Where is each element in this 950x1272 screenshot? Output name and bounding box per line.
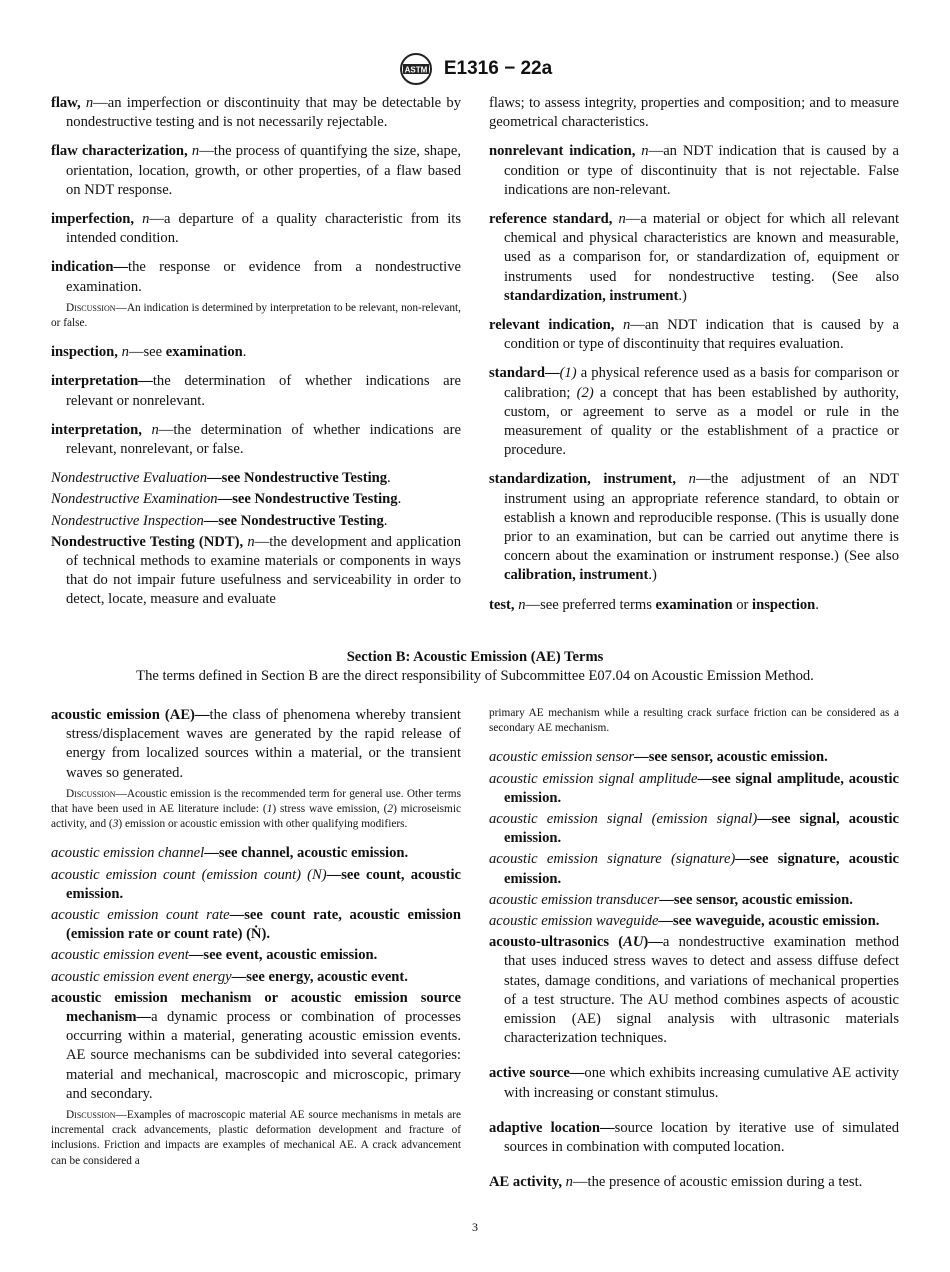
- term-adaptive-location: adaptive location—source location by iterative use of simulated sources in combination with computed location.: [489, 1119, 899, 1156]
- astm-logo-icon: [398, 52, 434, 86]
- discussion-ae-mechanism-continued: primary AE mechanism while a resulting crack surface friction can be considered as a secondary AE mechanism.: [489, 707, 899, 735]
- term-standard: standard—(1) a physical reference used as a basis for comparison or calibration; (2) a concept that has been established by authority, custom, or agreement to serve as a model or rule in the measurement of quality or the establishment of a practice or procedure.: [489, 365, 899, 459]
- top-left-column: [51, 94, 461, 620]
- term-ae-event-energy: acoustic emission event energy—see energy, acoustic event.: [51, 968, 408, 985]
- term-inspection: inspection, n—see examination.: [51, 344, 247, 361]
- term-relevant-indication: relevant indication, n—an NDT indication that is caused by a condition or type of discontinuity that requires evaluation.: [489, 317, 899, 353]
- section-subtitle: The terms defined in Section B are the direct responsibility of Subcommittee E07.04 on Acoustic Emission Method.: [136, 668, 814, 685]
- term-ae-channel: acoustic emission channel—see channel, acoustic emission.: [51, 845, 409, 862]
- term-test: test, n—see preferred terms examination or inspection.: [489, 596, 819, 613]
- term-nondestructive-testing-continued: flaws; to assess integrity, properties and composition; and to measure geometrical characteristics.: [489, 95, 899, 131]
- term-ae-transducer: acoustic emission transducer—see sensor, acoustic emission.: [489, 891, 853, 908]
- term-ae-sensor: acoustic emission sensor—see sensor, acoustic emission.: [489, 749, 828, 766]
- term-interpretation-1: interpretation—the determination of whether indications are relevant or nonrelevant.: [51, 373, 461, 409]
- bottom-left-column: [51, 706, 461, 1181]
- term-nondestructive-inspection: Nondestructive Inspection—see Nondestructive Testing.: [51, 512, 388, 529]
- term-ae-mechanism: acoustic emission mechanism or acoustic emission source mechanism—a dynamic process or combination of processes occurring within a material, generating acoustic emission events. AE source mechanisms can be subdivided into several categories: material and mechanical, macroscopic and microscopic, primary and secondary.: [51, 989, 461, 1102]
- section-b-heading: [40, 648, 910, 686]
- term-ae-count-rate: acoustic emission count rate—see count rate, acoustic emission (emission rate or count rate) (Ṅ).: [51, 907, 461, 943]
- term-nondestructive-testing: Nondestructive Testing (NDT), n—the development and application of technical methods to examine materials or components in ways that do not impair future usefulness and serviceability in order to detect, locate, measure and evaluate: [51, 533, 462, 608]
- svg-text:ASTM: ASTM: [404, 65, 428, 75]
- term-indication: indication—the response or evidence from a nondestructive examination.: [51, 259, 461, 295]
- term-nondestructive-examination: Nondestructive Examination—see Nondestructive Testing.: [51, 491, 402, 508]
- top-right-column: [489, 94, 899, 625]
- term-acoustic-emission: acoustic emission (AE)—the class of phenomena whereby transient stress/displacement waves are generated by the rapid release of energy from localized sources within a material, or the transient waves so generated.: [51, 707, 461, 781]
- term-ae-signal: acoustic emission signal (emission signal)—see signal, acoustic emission.: [489, 811, 899, 847]
- term-imperfection: imperfection, n—a departure of a quality characteristic from its intended condition.: [51, 211, 461, 247]
- discussion-indication: Discussion—An indication is determined by interpretation to be relevant, non-relevant, or false.: [51, 301, 461, 330]
- term-flaw: flaw, n—an imperfection or discontinuity that may be detectable by nondestructive testing and is not necessarily rejectable.: [51, 95, 461, 131]
- term-ae-count: acoustic emission count (emission count) (N)—see count, acoustic emission.: [51, 866, 461, 902]
- term-interpretation-2: interpretation, n—the determination of whether indications are relevant, nonrelevant, or false.: [51, 421, 461, 458]
- term-ae-waveguide: acoustic emission waveguide—see waveguide, acoustic emission.: [489, 913, 880, 930]
- term-standardization-instrument: standardization, instrument, n—the adjustment of an NDT instrument using an appropriate reference standard, to obtain or establish a known and reproducible response. (This is usually done prior to an examination, but can be carried out anytime there is concern about the examination or instrument response.) (See also calibration, instrument.): [489, 471, 900, 584]
- term-ae-activity: AE activity, n—the presence of acoustic emission during a test.: [489, 1174, 863, 1191]
- term-nonrelevant-indication: nonrelevant indication, n—an NDT indication that is caused by a condition or type of discontinuity that is not rejectable. False indications are non-relevant.: [489, 143, 899, 198]
- discussion-acoustic-emission: Discussion—Acoustic emission is the recommended term for general use. Other terms that have been used in AE literature include: (1) stress wave emission, (2) microseismic activity, and (3) emission or acoustic emission with other qualifying modifiers.: [51, 787, 461, 831]
- term-active-source: active source—one which exhibits increasing cumulative AE activity with increasing or constant stimulus.: [489, 1065, 899, 1101]
- term-nondestructive-evaluation: Nondestructive Evaluation—see Nondestructive Testing.: [51, 470, 391, 487]
- term-acousto-ultrasonics: acousto-ultrasonics (AU)—a nondestructive examination method that uses induced stress waves to detect and assess diffuse defect states, damage conditions, and variations of mechanical properties of a test structure. The AU method combines aspects of acoustic emission (AE) signal analysis with ultrasonic materials characterization techniques.: [489, 934, 899, 1047]
- discussion-ae-mechanism: Discussion—Examples of macroscopic material AE source mechanisms in metals are incremental crack advancements, plastic deformation development and fracture of inclusions. Friction and impacts are examples of mechanical AE. A crack advancement can be considered a: [51, 1109, 461, 1167]
- term-flaw-characterization: flaw characterization, n—the process of quantifying the size, shape, orientation, location, growth, or other properties, of a flaw based on NDT response.: [51, 143, 461, 198]
- section-title: Section B: Acoustic Emission (AE) Terms: [346, 649, 604, 665]
- page-header: [0, 52, 950, 86]
- page-number: 3: [472, 1220, 478, 1234]
- term-ae-signature: acoustic emission signature (signature)—see signature, acoustic emission.: [489, 851, 899, 887]
- term-reference-standard: reference standard, n—a material or object for which all relevant chemical and physical characteristics are known and measurable, used as a comparison for, or standardization of, equipment or instruments used for nondestructive testing. (See also standardization, instrument.): [489, 211, 899, 304]
- term-ae-event: acoustic emission event—see event, acoustic emission.: [51, 947, 378, 964]
- bottom-right-column: [489, 706, 899, 1202]
- document-id: E1316 − 22a: [443, 58, 553, 79]
- term-ae-signal-amplitude: acoustic emission signal amplitude—see signal amplitude, acoustic emission.: [489, 770, 899, 806]
